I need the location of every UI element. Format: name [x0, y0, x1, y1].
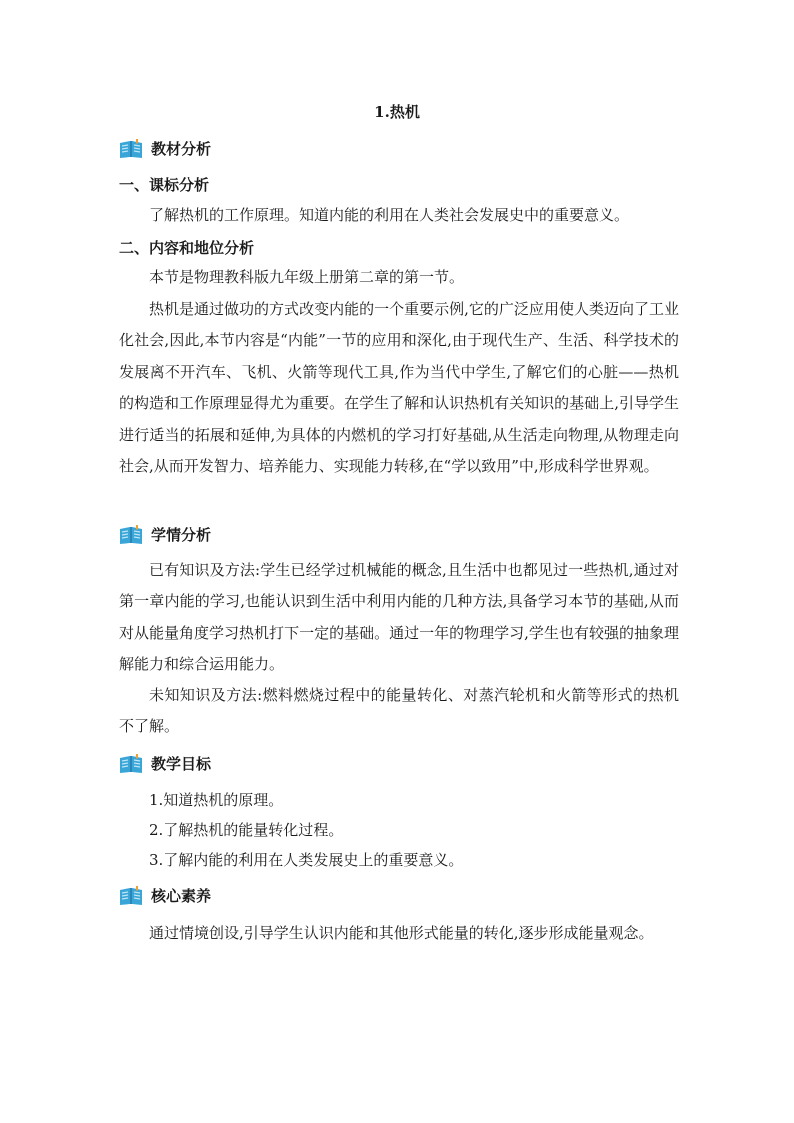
section-title: 教学目标	[151, 755, 212, 773]
section-core-literacy	[119, 884, 211, 908]
goal-item: 3.了解内能的利用在人类发展史上的重要意义。	[149, 851, 464, 869]
book-icon	[119, 139, 143, 159]
section-learner-analysis	[119, 523, 211, 547]
section-textbook-analysis	[119, 137, 211, 161]
paragraph: 已有知识及方法:学生已经学过机械能的概念,且生活中也都见过一些热机,通过对第一章内能的学习,也能认识到生活中利用内能的几种方法,具备学习本节的基础,从而对从能量角度学习热机打下一定的基础。通过一年的物理学习,学生也有较强的抽象理解能力和综合运用能力。	[119, 561, 679, 674]
book-icon	[119, 886, 143, 906]
section-teaching-goals	[119, 752, 211, 776]
paragraph: 本节是物理教科版九年级上册第二章的第一节。	[149, 268, 465, 286]
subsection-heading-curriculum: 一、课标分析	[119, 176, 210, 194]
goal-item: 1.知道热机的原理。	[149, 791, 284, 809]
subsection-heading-content: 二、内容和地位分析	[119, 239, 255, 257]
goal-item: 2.了解热机的能量转化过程。	[149, 821, 344, 839]
book-icon	[119, 525, 143, 545]
section-title: 教材分析	[151, 140, 212, 158]
section-title: 学情分析	[151, 526, 212, 544]
paragraph: 未知知识及方法:燃料燃烧过程中的能量转化、对蒸汽轮机和火箭等形式的热机不了解。	[119, 686, 679, 736]
paragraph: 通过情境创设,引导学生认识内能和其他形式能量的转化,逐步形成能量观念。	[149, 924, 654, 942]
section-title: 核心素养	[151, 887, 212, 905]
paragraph: 了解热机的工作原理。知道内能的利用在人类社会发展史中的重要意义。	[149, 206, 630, 224]
document-title: 1.热机	[374, 103, 420, 121]
book-icon	[119, 754, 143, 774]
paragraph: 热机是通过做功的方式改变内能的一个重要示例,它的广泛应用使人类迈向了工业化社会,因此,本节内容是“内能”一节的应用和深化,由于现代生产、生活、科学技术的发展离不开汽车、飞机、火箭等现代工具,作为当代中学生,了解它们的心脏——热机的构造和工作原理显得尤为重要。在学生了解和认识热机有关知识的基础上,引导学生进行适当的拓展和延伸,为具体的内燃机的学习打好基础,从生活走向物理,从物理走向社会,从而开发智力、培养能力、实现能力转移,在“学以致用”中,形成科学世界观。	[119, 300, 679, 476]
